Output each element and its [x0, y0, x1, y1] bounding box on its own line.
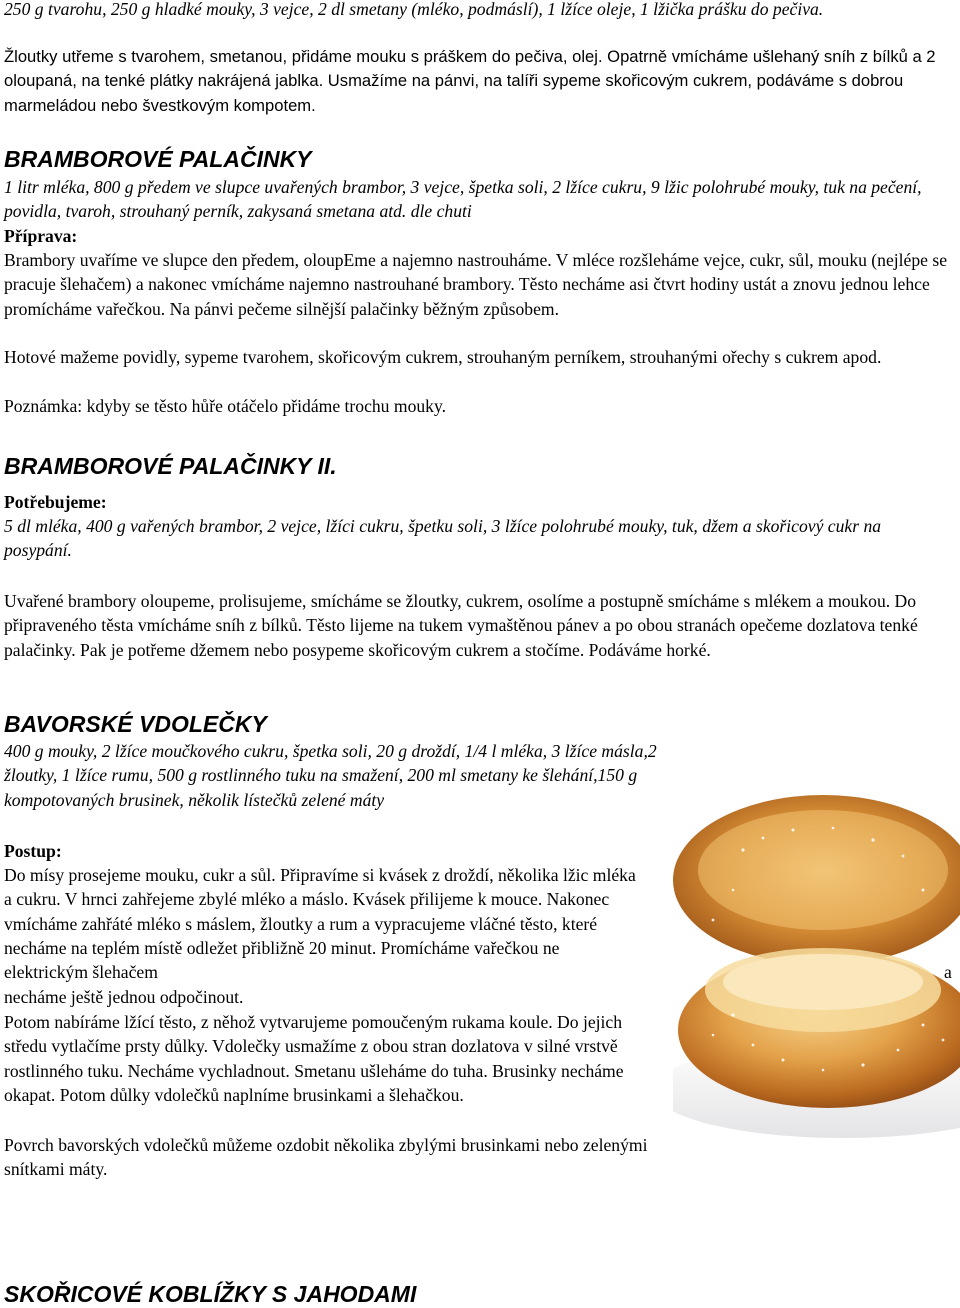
recipe1-serve-text: Hotové mažeme povidly, sypeme tvarohem, skořicovým cukrem, strouhaným perníkem, strouhanými ořechy s cukrem apod.	[4, 347, 882, 367]
recipe3-ingredients: 400 g mouky, 2 lžíce moučkového cukru, špetka soli, 20 g droždí, 1/4 l mléka, 3 lžíce másla,2 žloutky, 1 lžíce rumu, 500 g rostlinného tuku na smažení, 200 ml smetany ke šlehání,150 g kompotovaných brusinek, několik lístečků zelené máty	[4, 741, 657, 810]
intro-ingredients: 250 g tvarohu, 250 g hladké mouky, 3 vejce, 2 dl smetany (mléko, podmáslí), 1 lžíce oleje, 1 lžička prášku do pečiva.	[4, 0, 824, 19]
recipe2-title: BRAMBOROVÉ PALAČINKY II.	[4, 453, 337, 479]
recipe3-step1-end: necháme ještě jednou odpočinout.	[4, 987, 244, 1007]
recipe1-ingredients: 1 litr mléka, 800 g předem ve slupce uvařených brambor, 3 vejce, špetka soli, 2 lžíce cukru, 9 lžic polohrubé mouky, tuk na pečení, povidla, tvaroh, strouhaný perník, zakysaná smetana atd. dle chuti	[4, 177, 922, 222]
recipe3-step2: Potom nabíráme lžící těsto, z něhož vytvarujeme pomoučeným rukama koule. Do jejich středu vytlačíme prsty důlky. Vdolečky usmažíme z obou stran dozlatova v silné vrstvě rostlinného tuku. Necháme vychladnout. Smetanu ušleháme do tuha. Brusinky necháme okapat. Potom důlky vdolečků naplníme brusinkami a šlehačkou.	[4, 1012, 624, 1105]
recipe3-title: BAVORSKÉ VDOLEČKY	[4, 711, 267, 737]
recipe2-ingredients: 5 dl mléka, 400 g vařených brambor, 2 vejce, lžíci cukru, špetku soli, 3 lžíce polohrubé mouky, tuk, džem a skořicový cukr na posypání.	[4, 516, 882, 561]
recipe4-title: SKOŘICOVÉ KOBLÍŽKY S JAHODAMI	[4, 1281, 417, 1307]
donut-image	[673, 790, 960, 1140]
recipe3-step1: Do mísy prosejeme mouku, cukr a sůl. Připravíme si kvásek z droždí, několika lžic mléka a cukru. V hrnci zahřejeme zbylé mléko a máslo. Kvásek přilijeme k mouce. Nakonec vmícháme zahřáté mléko s máslem, žloutky a rum a vypracujeme vláčné těsto, které necháme na teplém místě odležet přibližně 20 minut. Promícháme vařečkou ne elektrickým šlehačem	[4, 865, 636, 983]
recipe2-method: Uvařené brambory oloupeme, prolisujeme, smícháme se žloutky, cukrem, osolíme a postupně smícháme s mlékem a moukou. Do připraveného těsta vmícháme sníh z bílků. Těsto lijeme na tukem vymaštěnou pánev a po obou stranách opečeme dozlatova tenké palačinky. Pak je potřeme džemem nebo posypeme skořicovým cukrem a stočíme. Podáváme horké.	[4, 591, 918, 660]
recipe1-prep-label: Příprava:	[4, 226, 78, 246]
recipe3-method-label: Postup:	[4, 841, 62, 861]
recipe3-step3: Povrch bavorských vdolečků můžeme ozdobit několika zbylými brusinkami nebo zelenými snítkami máty.	[4, 1135, 648, 1180]
recipe1-title: BRAMBOROVÉ PALAČINKY	[4, 146, 312, 172]
recipe2-needs-label: Potřebujeme:	[4, 492, 107, 512]
recipe1-note: Poznámka: kdyby se těsto hůře otáčelo přidáme trochu mouky.	[4, 396, 447, 416]
recipe3-step1-tail: a	[944, 962, 952, 982]
recipe1-prep-text: Brambory uvaříme ve slupce den předem, oloupEme a najemno nastrouháme. V mléce rozšleháme vejce, cukr, sůl, mouku (nejlépe se pracuje šlehačem) a nakonec vmícháme najemno nastrouhané brambory. Těsto necháme asi čtvrt hodiny ustát a znovu jednou lehce promícháme vařečkou. Na pánvi pečeme silnější palačinky běžným způsobem.	[4, 250, 948, 319]
intro-method: Žloutky utřeme s tvarohem, smetanou, přidáme mouku s práškem do pečiva, olej. Opatrně vmícháme ušlehaný sníh z bílků a 2 oloupaná, na tenké plátky nakrájená jablka. Usmažíme na pánvi, na talíři sypeme skořicovým cukrem, podáváme s dobrou marmeládou nebo švestkovým kompotem.	[4, 47, 936, 115]
donut-photo	[673, 790, 960, 1140]
